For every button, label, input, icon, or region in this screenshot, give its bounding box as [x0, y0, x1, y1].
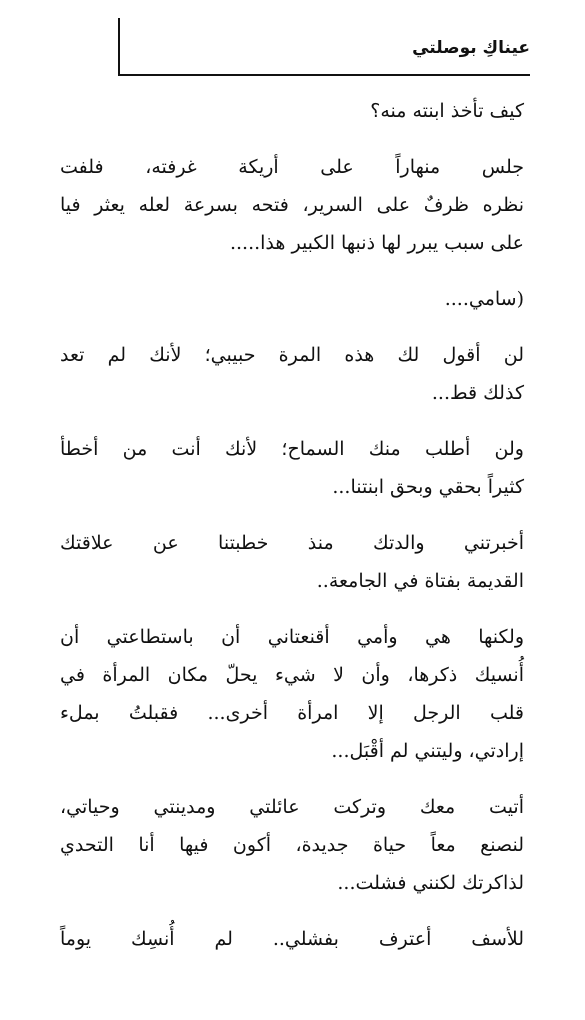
- text-line: إرادتي، وليتني لم أقْبَل...: [331, 740, 524, 762]
- text-line: كثيراً بحقي وبحق ابنتنا...: [332, 476, 524, 498]
- text-line: لنصنع معاً حياة جديدة، أكون فيها أنا التحدي: [60, 834, 524, 856]
- paragraph: [60, 920, 524, 958]
- text-line: ولكنها هي وأمي أقنعتاني أن باستطاعتي أن: [60, 626, 524, 648]
- paragraph: [60, 148, 524, 262]
- running-header: [118, 18, 530, 76]
- text-line: نظره ظرفٌ على السرير، فتحه بسرعة لعله يعثر فيا: [60, 194, 524, 216]
- text-line: القديمة بفتاة في الجامعة..: [316, 570, 524, 592]
- paragraph: [60, 618, 524, 770]
- text-line: جلس منهاراً على أريكة غرفته، فلفت: [60, 156, 524, 178]
- text-line: أُنسيك ذكرها، وأن لا شيء يحلّ مكان المرأة في: [60, 664, 524, 686]
- text-line: كذلك قط...: [431, 382, 524, 404]
- paragraph: [60, 788, 524, 902]
- book-title: عيناكِ بوصلتي: [412, 38, 530, 58]
- text-line: أتيت معك وتركت عائلتي ومدينتي وحياتي،: [60, 796, 524, 818]
- text-line: لن أقول لك هذه المرة حبيبي؛ لأنك لم تعد: [60, 344, 524, 366]
- text-line: لذاكرتك لكنني فشلت...: [337, 872, 524, 894]
- text-line: ولن أطلب منك السماح؛ لأنك أنت من أخطأ: [60, 438, 524, 460]
- paragraph: [60, 92, 524, 130]
- text-line: أخبرتني والدتك منذ خطبتنا عن علاقتك: [60, 532, 524, 554]
- text-line: للأسف أعترف بفشلي.. لم أُنسِك يوماً: [60, 928, 524, 950]
- paragraph: [60, 524, 524, 600]
- paragraph: [60, 280, 524, 318]
- page-body: [60, 92, 524, 976]
- text-line: على سبب يبرر لها ذنبها الكبير هذا.....: [229, 232, 524, 254]
- text-line: قلب الرجل إلا امرأة أخرى... فقبلتُ بملء: [60, 702, 524, 724]
- paragraph: [60, 336, 524, 412]
- text-line: (سامي....: [444, 288, 524, 310]
- text-line: كيف تأخذ ابنته منه؟: [370, 100, 524, 122]
- paragraph: [60, 430, 524, 506]
